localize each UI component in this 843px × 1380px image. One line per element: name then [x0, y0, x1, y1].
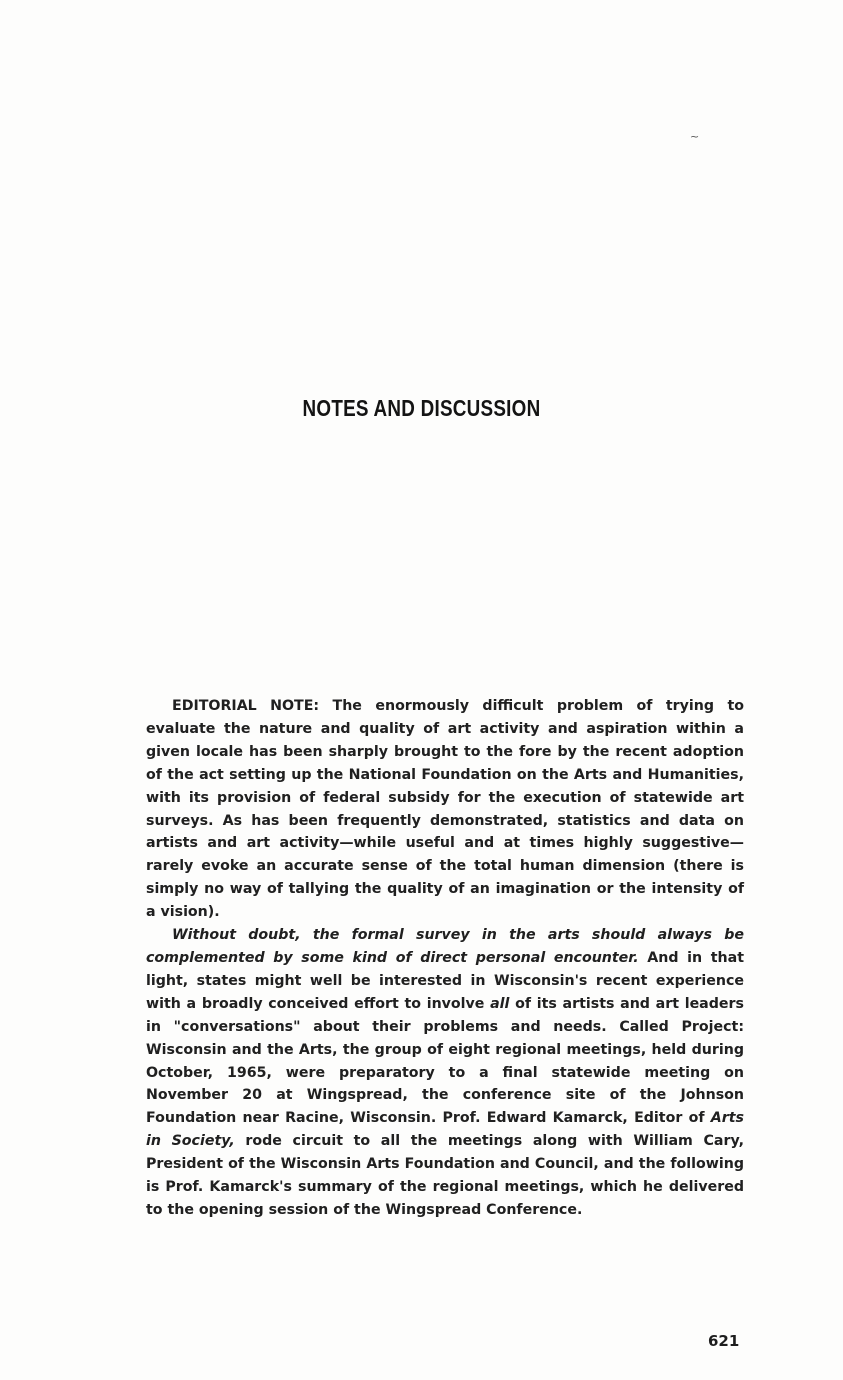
section-heading: NOTES AND DISCUSSION [302, 395, 541, 421]
paragraph-2-text-b: of its artists and art leaders in "conversations" about their problems and needs. Called Project: Wisconsin and the Arts, the group of eight regional meetings, held during October, 1965, were preparatory to a final statewide meeting on November 20 at Wingspread, the conference site of the Johnson Foundation near Racine, Wisconsin. Prof. Edward Kamarck, Editor of [146, 995, 744, 1127]
scan-artifact-mark: ~ [690, 130, 700, 143]
italic-lead-sentence: Without doubt, the formal survey in the arts should always be complemented by some kind of direct personal encounter. [146, 927, 744, 966]
paragraph-2-text-a: And in that light, states might well be interested in Wisconsin's recent experience with a broadly conceived effort to involve [146, 949, 744, 1012]
editorial-note-lead: EDITORIAL NOTE: [172, 698, 320, 714]
journal-title: Arts in Society, [146, 1110, 744, 1150]
editorial-paragraph-1 [146, 695, 744, 924]
paragraph-1-text: The enormously difficult problem of trying to evaluate the nature and quality of art activity and aspiration within a given locale has been sharply brought to the fore by the recent adoption of the act setting up the National Foundation on the Arts and Humanities, with its provision of federal subsidy for the execution of statewide art surveys. As has been frequently demonstrated, statistics and data on artists and art activity—while useful and at times highly suggestive—rarely evoke an accurate sense of the total human dimension (there is simply no way of tallying the quality of an imagination or the intensity of a vision). [146, 698, 744, 921]
editorial-note-body [146, 695, 744, 1222]
paragraph-2-text-c: rode circuit to all the meetings along with William Cary, President of the Wisconsin Arts Foundation and Council, and the following is Prof. Kamarck's summary of the regional meetings, which he delivered to the opening session of the Wingspread Conference. [146, 1133, 744, 1218]
editorial-paragraph-2 [146, 924, 744, 1222]
page-number: 621 [708, 1332, 740, 1350]
italic-emphasis-all: all [490, 995, 510, 1012]
